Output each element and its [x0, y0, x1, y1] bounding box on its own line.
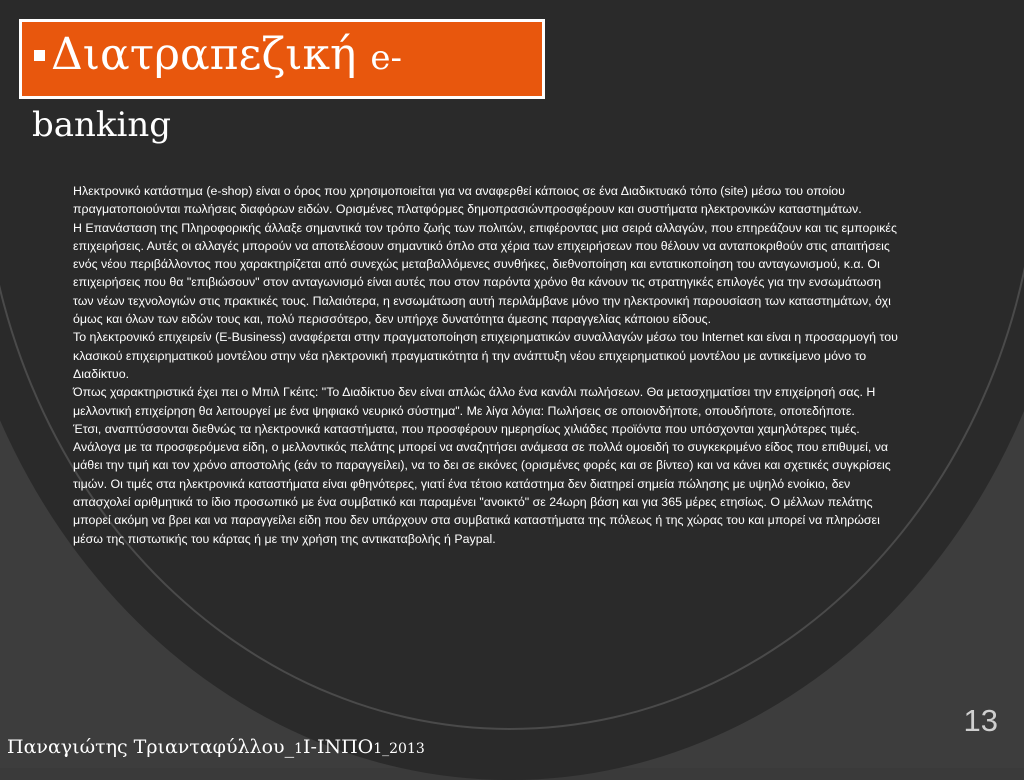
paragraph-2: Η Επανάσταση της Πληροφορικής άλλαξε σημαντικά τον τρόπο ζωής των πολιτών, επιφέροντας μια σειρά αλλαγών, που επηρεάζουν και τις εμπορικές επιχειρήσεις. Αυτές οι αλλαγές μπορούν να αποτελέσουν σημαντικό όπλο στα χέρια των επιχειρήσεων που θέλουν να ανταποκριθούν στις απαιτήσεις ενός νέου περιβάλλοντος που χαρακτηρίζεται από συνεχώς μεταβαλλόμενες συνθήκες, διεθνοποίηση και εντατικοποίηση του ανταγωνισμού, κ.α. Οι επιχειρήσεις που θα "επιβιώσουν" στον ανταγωνισμό είναι αυτές που στον παρόντα χρόνο θα κάνουν τις στρατηγικές επιλογές για την ενσωμάτωση των νέων τεχνολογιών στις πρακτικές τους. Παλαιότερα, η ενσωμάτωση αυτή περιλάμβανε μόνο την ηλεκτρονική παρουσίαση των καταστημάτων, όχι όμως και όλων των ειδών τους και, πολύ περισσότερο, δεν υπήρχε δυνατότητα άμεσης παραγγελίας κάποιου είδους.: [73, 220, 897, 327]
title-main: Διατραπεζική: [51, 29, 357, 80]
paragraph-3: Το ηλεκτρονικό επιχειρείν (E-Business) αναφέρεται στην πραγματοποίηση επιχειρηματικών συναλλαγών μέσω του Internet και είναι η προσαρμογή του κλασικού επιχειρηματικού μοντέλου στην νέα ηλεκτρονική πραγματικότητα ή την ανάπτυξη νέου επιχειρηματικού μοντέλου με αντικείμενο μόνο το Διαδίκτυο.: [73, 330, 898, 381]
paragraph-1: Ηλεκτρονικό κατάστημα (e-shop) είναι ο όρος που χρησιμοποιείται για να αναφερθεί κάποιος σε ένα Διαδικτυακό τόπο (site) μέσω του οποίου πραγματοποιούνται πωλήσεις διαφόρων ειδών. Ορισμένες πλατφόρμες δημοπρασιώνπροσφέρουν και συστήματα ηλεκτρονικών καταστημάτων.: [73, 184, 862, 217]
title-suffix: e-: [370, 38, 402, 78]
paragraph-5: Έτσι, αναπτύσσονται διεθνώς τα ηλεκτρονικά καταστήματα, που προσφέρουν ημερησίως χιλιάδες προϊόντα που υπόσχονται χαμηλότερες τιμές. Ανάλογα με τα προσφερόμενα είδη, ο μελλοντικός πελάτης μπορεί να αναζητήσει ανάμεσα σε πολλά ομοειδή το συγκεκριμένο είδος που επιθυμεί, να μάθει την τιμή και τον χρόνο αποστολής (εάν το παραγγείλει), να το δει σε εικόνες (ορισμένες φορές και σε βίντεο) και να κάνει και σχετικές συγκρίσεις τιμών. Οι τιμές στα ηλεκτρονικά καταστήματα είναι φθηνότερες, γιατί ένα τέτοιο κατάστημα δεν διατηρεί σημεία πώλησης με υψηλό ενοίκιο, δεν απασχολεί αριθμητικά το ίδιο προσωπικό με ένα συμβατικό και παραμένει "ανοικτό" σε 24ωρη βάση και για 365 μέρες ετησίως. Ο μέλλων πελάτης μπορεί ακόμη να βρει και να παραγγείλει είδη που δεν υπάρχουν στα συμβατικά καταστήματα της πόλεως ή της χώρας του και μπορεί να πληρώσει μέσω της πιστωτικής του κάρτας ή με την χρήση της αντικαταβολής ή Paypal.: [73, 421, 891, 546]
square-bullet-icon: [34, 50, 45, 61]
body-text: [73, 182, 901, 548]
slide-title: [34, 28, 402, 82]
title-line-2: banking: [32, 105, 172, 145]
footer-author: Παναγιώτης Τριανταφύλλου_1Ι-ΙΝΠΟ1_2013: [7, 736, 425, 758]
lead-term: Ηλεκτρονικό κατάστημα: [73, 184, 203, 198]
paragraph-4: Όπως χαρακτηριστικά έχει πει ο Μπιλ Γκέιτς: "Το Διαδίκτυο δεν είναι απλώς άλλο ένα κανάλι πωλήσεων. Θα μετασχηματίσει την επιχείρησή σας. Η μελλοντική επιχείρηση θα λειτουργεί με ένα ψηφιακό νευρικό σύστημα". Με λίγα λόγια: Πωλήσεις σε οποιονδήποτε, οπουδήποτε, οποτεδήποτε.: [73, 385, 876, 418]
page-number: 13: [963, 703, 998, 738]
